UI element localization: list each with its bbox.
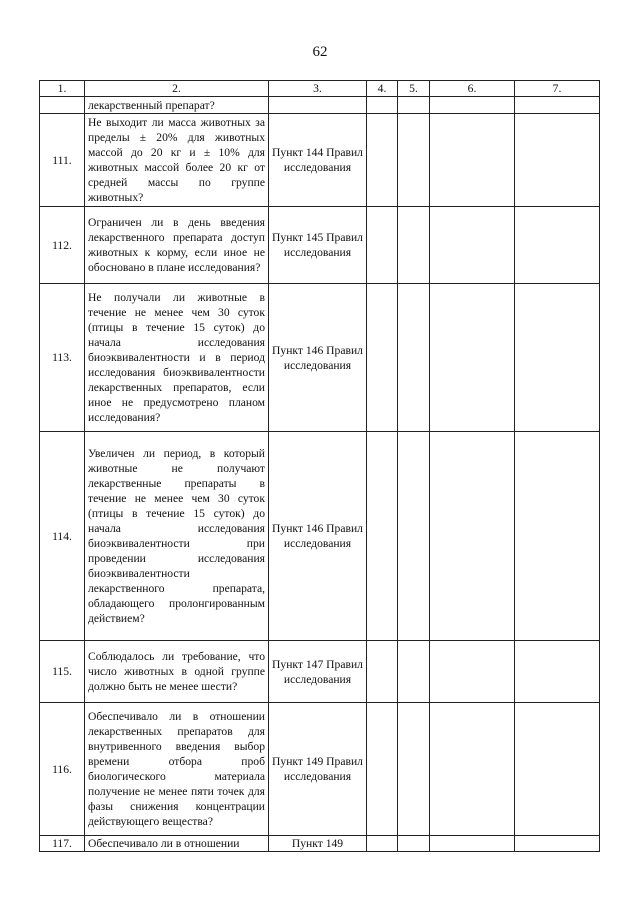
row-reference: Пункт 144 Правил исследования: [269, 114, 367, 207]
row-number: 111.: [40, 114, 85, 207]
cell-empty: [430, 641, 515, 703]
row-number: 116.: [40, 703, 85, 836]
header-col-6: 6.: [430, 81, 515, 97]
row-question: Не выходит ли масса животных за пределы ± 20% для животных массой до 20 кг и ± 10% для животных массой более 20 кг от средней массы по группе животных?: [85, 114, 269, 207]
cell-empty: [367, 641, 398, 703]
row-question: Не получали ли животные в течение не менее чем 30 суток (птицы в течение 15 суток) до начала исследования биоэквивалентности и в период исследования биоэквивалентности лекарственных препаратов, если иное не предусмотрено планом исследования?: [85, 284, 269, 432]
cell-empty: [515, 114, 600, 207]
row-question: Увеличен ли период, в который животные не получают лекарственные препараты в течение не менее чем 30 суток (птицы в течение 15 суток) до начала исследования биоэквивалентности при проведении исследования биоэквивалентности лекарственного препарата, обладающего пролонгированным действием?: [85, 432, 269, 641]
table-row: [40, 284, 600, 432]
cell-empty: [398, 207, 430, 284]
cell-empty: [515, 284, 600, 432]
cell-empty: [515, 432, 600, 641]
header-row: [40, 81, 600, 97]
row-reference: Пункт 146 Правил исследования: [269, 432, 367, 641]
table-row: [40, 641, 600, 703]
cell-empty: [430, 207, 515, 284]
cell-empty: [515, 703, 600, 836]
row-question: Обеспечивало ли в отношении: [85, 836, 269, 852]
cell-empty: [398, 836, 430, 852]
cell-empty: [269, 97, 367, 114]
cell-empty: [367, 703, 398, 836]
continuation-text: лекарственный препарат?: [85, 97, 269, 114]
cell-empty: [367, 207, 398, 284]
cell-empty: [430, 284, 515, 432]
cell-empty: [430, 836, 515, 852]
cell-empty: [367, 432, 398, 641]
table-row: [40, 114, 600, 207]
row-question: Обеспечивало ли в отношении лекарственных препаратов для внутривенного введения выбор времени отбора проб биологического материала получение не менее пяти точек для фазы снижения концентрации действующего вещества?: [85, 703, 269, 836]
cell-empty: [430, 97, 515, 114]
row-number: 113.: [40, 284, 85, 432]
cell-empty: [515, 207, 600, 284]
cell-empty: [398, 432, 430, 641]
table-row: [40, 703, 600, 836]
row-question: Ограничен ли в день введения лекарственного препарата доступ животных к корму, если иное не обосновано в плане исследования?: [85, 207, 269, 284]
cell-empty: [430, 432, 515, 641]
table-row: [40, 836, 600, 852]
cell-empty: [398, 97, 430, 114]
cell-empty: [515, 836, 600, 852]
cell-empty: [398, 284, 430, 432]
cell-empty: [430, 703, 515, 836]
row-number: 112.: [40, 207, 85, 284]
cell-empty: [367, 97, 398, 114]
row-reference: Пункт 145 Правил исследования: [269, 207, 367, 284]
header-col-1: 1.: [40, 81, 85, 97]
continuation-row: [40, 97, 600, 114]
checklist-table: [39, 80, 600, 852]
cell-empty: [515, 97, 600, 114]
cell-empty: [398, 114, 430, 207]
row-reference: Пункт 149 Правил исследования: [269, 703, 367, 836]
cell-empty: [367, 114, 398, 207]
row-number: 117.: [40, 836, 85, 852]
table-row: [40, 207, 600, 284]
row-reference: Пункт 146 Правил исследования: [269, 284, 367, 432]
cell-empty: [367, 284, 398, 432]
cell-empty: [398, 641, 430, 703]
page-number: 62: [312, 44, 328, 60]
cell-empty: [367, 836, 398, 852]
cell-empty: [515, 641, 600, 703]
row-number: 115.: [40, 641, 85, 703]
row-reference: Пункт 147 Правил исследования: [269, 641, 367, 703]
header-col-3: 3.: [269, 81, 367, 97]
header-col-5: 5.: [398, 81, 430, 97]
header-col-2: 2.: [85, 81, 269, 97]
table-row: [40, 432, 600, 641]
row-reference: Пункт 149: [269, 836, 367, 852]
header-col-7: 7.: [515, 81, 600, 97]
cell-empty: [398, 703, 430, 836]
cell-empty: [430, 114, 515, 207]
header-col-4: 4.: [367, 81, 398, 97]
row-question: Соблюдалось ли требование, что число животных в одной группе должно быть не менее шести?: [85, 641, 269, 703]
cell-empty: [40, 97, 85, 114]
row-number: 114.: [40, 432, 85, 641]
